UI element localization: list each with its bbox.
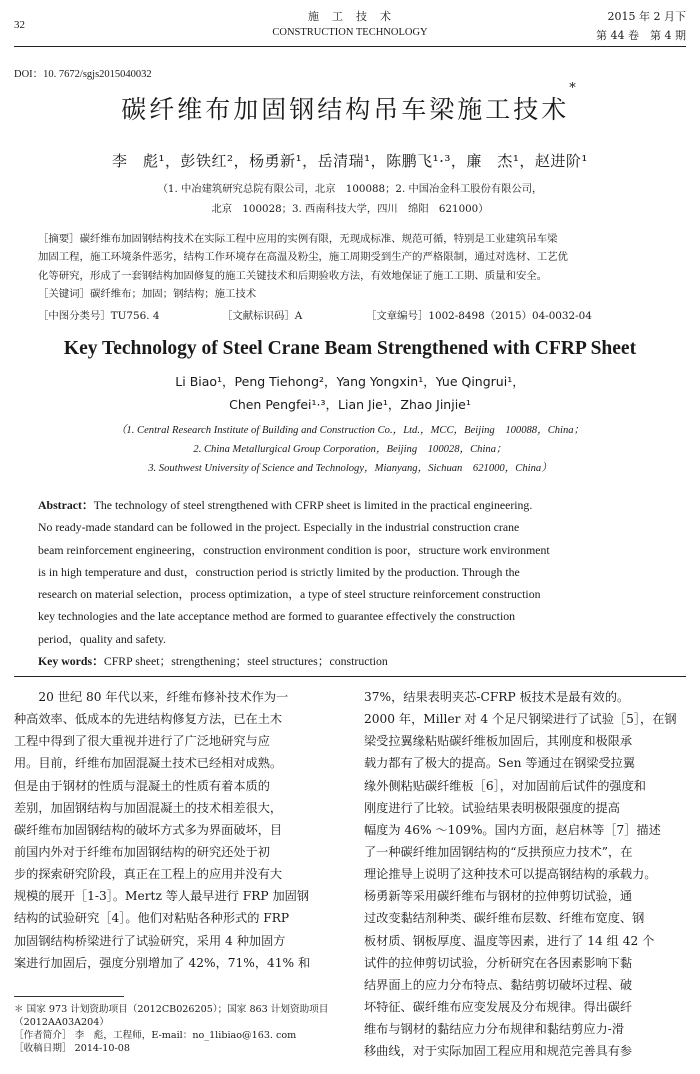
doi: DOI：10. 7672/sgjs2015040032 (14, 69, 152, 80)
body-line: 37%，结果表明夹芯-CFRP 板技术是最有效的。 (364, 690, 630, 704)
document-code-label: ［文献标识码］ (222, 310, 295, 322)
body-line: 案进行加固后，强度分别增加了 42%，71%，41% 和 (14, 955, 311, 970)
document-code (222, 307, 302, 322)
abstract-en-line: is in high temperature and dust，construction period is strictly limited by the production. Through the (38, 564, 520, 579)
volume-issue: 第 44 卷 第 4 期 (596, 29, 686, 42)
abstract-rule (14, 676, 686, 677)
abstract-cn-line: 加固工程，施工环境条件恶劣，结构工作环境存在高温及粉尘，施工周期受到生产的严格限制，通过对选材、工艺优 (38, 251, 568, 264)
body-line: 维布与钢材的黏结应力分布规律和黏结剪应力-滑 (364, 1022, 625, 1037)
keywords-en: CFRP sheet；strengthening；steel structures；construction (103, 654, 388, 669)
body-line: 种高效率、低成本的先进结构修复方法，已在土木 (14, 712, 283, 727)
issue-date: 2015 年 2 月下 (607, 10, 686, 23)
body-line: 前国内外对于纤维布加固钢结构的研究还处于初 (14, 844, 270, 859)
keywords-en-label: Key words： (38, 654, 104, 669)
body-line: 步的探索研究阶段，真正在工程上的应用并没有大 (14, 867, 283, 882)
keywords-cn-label: ［关键词］ (38, 287, 90, 300)
affiliation-cn-line-1: （1. 中冶建筑研究总院有限公司，北京 100088；2. 中国冶金科工股份有限公司， (157, 183, 543, 195)
abstract-en-line: key technologies and the late acceptance method are formed to guarantee effectively the construction (38, 609, 516, 624)
abstract-en-line: The technology of steel strengthened with CFRP sheet is limited in the practical engineering. (93, 498, 533, 512)
body-line: 了一种碳纤维加固钢结构的“反拱预应力技术”，在 (364, 844, 633, 859)
body-line: 刚度进行了比较。试验结果表明极限强度的提高 (364, 800, 620, 815)
footnote-rule (14, 996, 124, 997)
body-line: 坏特征、碳纤维布应变发展及分布规律。得出碳纤 (364, 999, 633, 1014)
body-line: 试件的拉伸剪切试验，分析研究在各因素影响下黏 (364, 955, 633, 970)
body-line: 结构的试验研究［4］。他们对粘贴各种形式的 FRP (14, 911, 290, 926)
body-line: 缘外侧粘贴碳纤维板［6］，对加固前后试件的强度和 (364, 778, 646, 793)
authors-cn: 李 彪¹，彭铁红²，杨勇新¹，岳清瑞¹，陈鹏飞¹·³，廉 杰¹，赵进阶¹ (112, 152, 588, 170)
body-line: 结界面上的应力分布特点、黏结剪切破坏过程、破 (364, 977, 633, 992)
clc-value: TU756. 4 (110, 310, 160, 322)
page-number: 32 (14, 19, 25, 31)
body-line: 移曲线，对于实际加固工程应用和规范完善具有参 (364, 1044, 633, 1059)
affiliation-en-line-3: 3. Southwest University of Science and Technology，Mianyang，Sichuan 621000，China） (148, 463, 552, 474)
abstract-en-line: research on material selection，process optimization，a type of steel structure reinforcement construction (38, 587, 541, 602)
article-number-label: ［文章编号］ (366, 310, 429, 322)
journal-name-cn: 施 工 技 术 (308, 10, 392, 23)
header-rule (14, 46, 686, 47)
body-line: 理论推导上说明了这种技术可以提高钢结构的承载力。 (364, 867, 657, 882)
body-line: 差别，加固钢结构与加固混凝土的技术相差很大， (14, 800, 283, 815)
footnote-line: ［收稿日期］ 2014-10-08 (14, 1043, 130, 1054)
authors-en-line-2: Chen Pengfei¹·³，Lian Jie¹，Zhao Jinjie¹ (229, 397, 471, 412)
title-en: Key Technology of Steel Crane Beam Strengthened with CFRP Sheet (63, 338, 637, 359)
clc-label: ［中图分类号］ (38, 310, 111, 322)
document-code-value: A (294, 310, 303, 322)
authors-en-line-1: Li Biao¹，Peng Tiehong²，Yang Yongxin¹，Yue Qingrui¹， (175, 374, 525, 389)
abstract-cn-line: 化等研究，形成了一套钢结构加固修复的施工关键技术和后期验收方法，有效地保证了施工工期、质量和安全。 (38, 269, 548, 282)
footnote-line: （2012AA03A204） (14, 1017, 109, 1028)
title-cn-text: 碳纤维布加固钢结构吊车梁施工技术 (121, 95, 570, 124)
clc-number (38, 307, 159, 322)
footnote (14, 1003, 344, 1055)
affiliation-cn-line-2: 北京 100028；3. 西南科技大学，四川 绵阳 621000） (211, 203, 489, 215)
body-line: 但是由于钢材的性质与混凝土的性质有着本质的 (14, 778, 270, 793)
affiliation-en-line-2: 2. China Metallurgical Group Corporation，Beijing 100028，China； (193, 444, 507, 455)
footnote-line: ［作者简介］ 李 彪，工程师，E-mail：no_1libiao@163. com (14, 1030, 297, 1041)
body-line: 用。目前，纤维布加固混凝土技术已经相对成熟。 (14, 756, 283, 771)
journal-name-en: CONSTRUCTION TECHNOLOGY (272, 27, 428, 38)
body-line: 载力都有了极大的提高。Sen 等通过在钢梁受拉翼 (364, 756, 636, 771)
title-footnote-mark: * (569, 81, 579, 96)
abstract-en-line: No ready-made standard can be followed in the project. Especially in the industrial construction crane (38, 520, 520, 535)
body-line: 加固钢结构桥梁进行了试验研究，采用 4 种加固方 (14, 933, 286, 948)
abstract-en-line: beam reinforcement engineering，construction environment condition is poor，structure work environment (38, 542, 550, 557)
body-line: 过改变黏结剂种类、碳纤维布层数、纤维布宽度、钢 (364, 911, 645, 926)
body-line: 2000 年，Miller 对 4 个足尺钢梁进行了试验［5］，在钢 (364, 712, 677, 727)
title-cn (0, 81, 700, 126)
footnote-line: ＊ 国家 973 计划资助项目（2012CB026205）；国家 863 计划资助项目 (14, 1004, 329, 1015)
abstract-en (38, 494, 664, 672)
abstract-en-line: period，quality and safety. (38, 631, 166, 646)
article-number-value: 1002-8498（2015）04-0032-04 (428, 310, 592, 322)
abstract-cn-line: 碳纤维布加固钢结构技术在实际工程中应用的实例有限，无现成标准、规范可循，特别是工业建筑吊车梁 (79, 233, 558, 245)
body-line: 杨勇新等采用碳纤维布与钢材的拉伸剪切试验，通 (364, 889, 633, 904)
keywords-cn: 碳纤维布；加固；钢结构；施工技术 (89, 287, 257, 300)
body-line: 工程中得到了很大重视并进行了广泛地研究与应 (14, 734, 270, 749)
body-left-column (14, 686, 342, 974)
affiliation-en-line-1: （1. Central Research Institute of Building and Construction Co.，Ltd.，MCC，Beijing 100088，China； (115, 425, 585, 436)
abstract-cn-label: ［摘要］ (38, 233, 80, 245)
abstract-en-label: Abstract： (38, 498, 94, 512)
body-line: 规模的展开［1-3］。Mertz 等人最早进行 FRP 加固钢 (14, 889, 310, 904)
abstract-cn (38, 230, 568, 303)
body-line: 板材质、钢板厚度、温度等因素，进行了 14 组 42 个 (364, 933, 655, 948)
body-line: 幅度为 46% ～109%。国内方面，赵启林等［7］描述 (364, 822, 661, 837)
body-line: 碳纤维布加固钢结构的破坏方式多为界面破坏，目 (14, 822, 283, 837)
article-number (366, 307, 592, 322)
body-line: 梁受拉翼缘粘贴碳纤维板加固后，其刚度和极限承 (364, 734, 633, 749)
body-line: 20 世纪 80 年代以来，纤维布修补技术作为一 (14, 690, 289, 704)
body-right-column (364, 686, 690, 1062)
